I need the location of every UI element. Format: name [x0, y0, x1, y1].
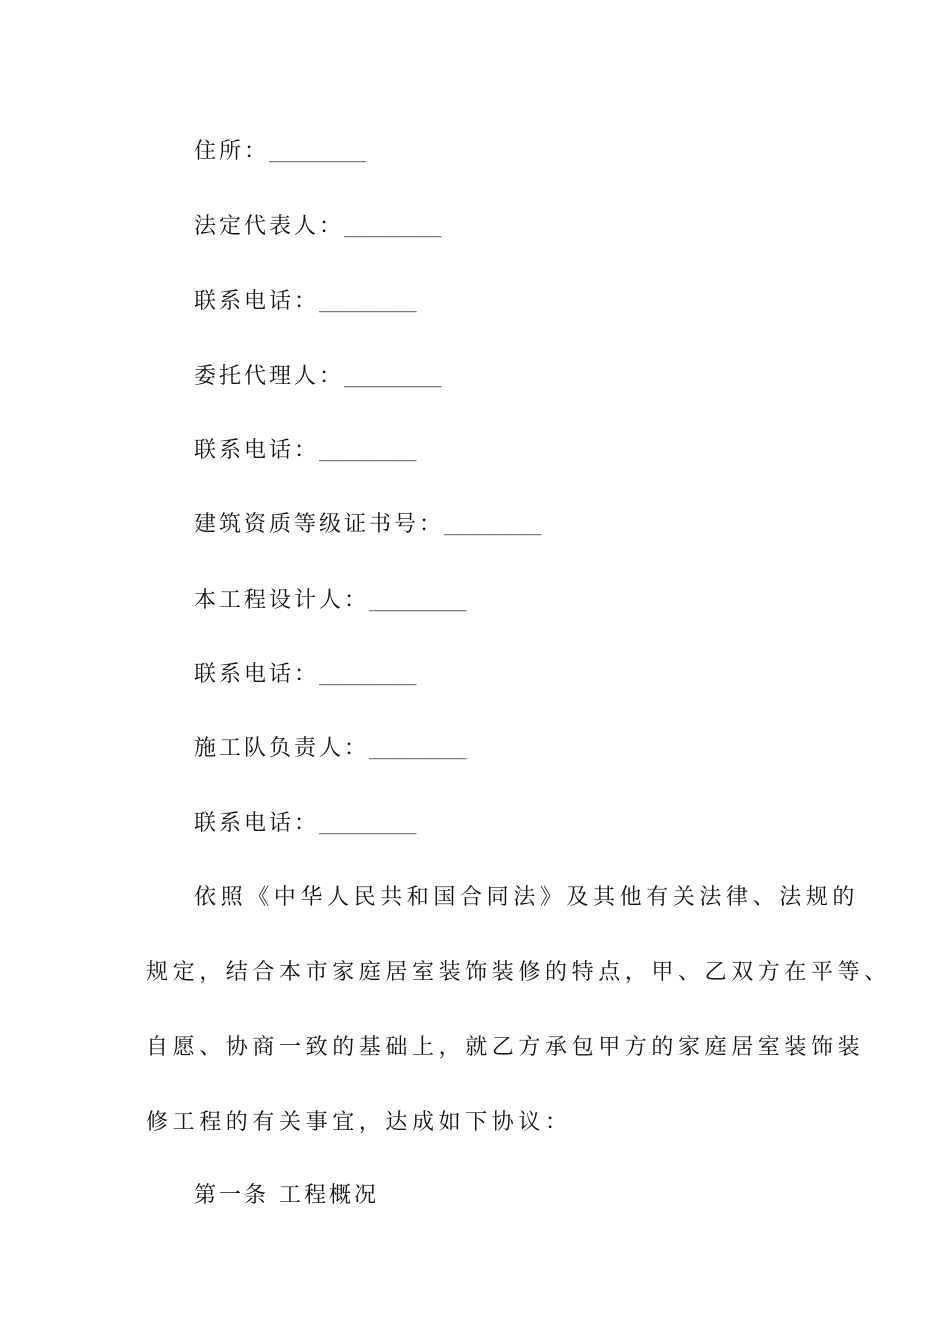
field-label: 联系电话： [194, 662, 320, 687]
authorized-agent-field [194, 362, 442, 393]
field-blank: _________ [319, 665, 417, 686]
field-label: 施工队负责人： [194, 736, 370, 761]
address-field [194, 137, 367, 168]
designer-field [194, 586, 467, 617]
field-label: 联系电话： [194, 438, 320, 463]
phone-field [194, 809, 417, 840]
field-blank: _________ [369, 591, 467, 612]
section-heading: 第一条 工程概况 [194, 1183, 379, 1208]
field-label: 联系电话： [194, 811, 320, 836]
field-label: 本工程设计人： [194, 588, 370, 613]
field-label: 委托代理人： [194, 364, 345, 389]
field-blank: _________ [269, 142, 367, 163]
construction-team-leader-field [194, 734, 467, 765]
qualification-certificate-field [194, 510, 542, 541]
paragraph-line: 依照《中华人民共和国合同法》及其他有关法律、法规的 [194, 885, 860, 910]
paragraph-line: 修工程的有关事宜，达成如下协议： [146, 1110, 572, 1135]
phone-field [194, 287, 417, 318]
field-blank: _________ [344, 217, 442, 238]
paragraph-line: 自愿、协商一致的基础上，就乙方承包甲方的家庭居室装饰装 [146, 1035, 865, 1060]
field-blank: _________ [319, 441, 417, 462]
field-label: 住所： [194, 139, 270, 164]
field-blank: _________ [344, 367, 442, 388]
field-blank: _________ [319, 814, 417, 835]
phone-field [194, 436, 417, 467]
legal-representative-field [194, 212, 442, 243]
paragraph-line: 规定，结合本市家庭居室装饰装修的特点，甲、乙双方在平等、 [146, 960, 891, 985]
field-label: 法定代表人： [194, 214, 345, 239]
phone-field [194, 660, 417, 691]
field-blank: _________ [444, 515, 542, 536]
field-blank: _________ [369, 739, 467, 760]
field-blank: _________ [319, 292, 417, 313]
field-label: 建筑资质等级证书号： [194, 512, 445, 537]
field-label: 联系电话： [194, 289, 320, 314]
